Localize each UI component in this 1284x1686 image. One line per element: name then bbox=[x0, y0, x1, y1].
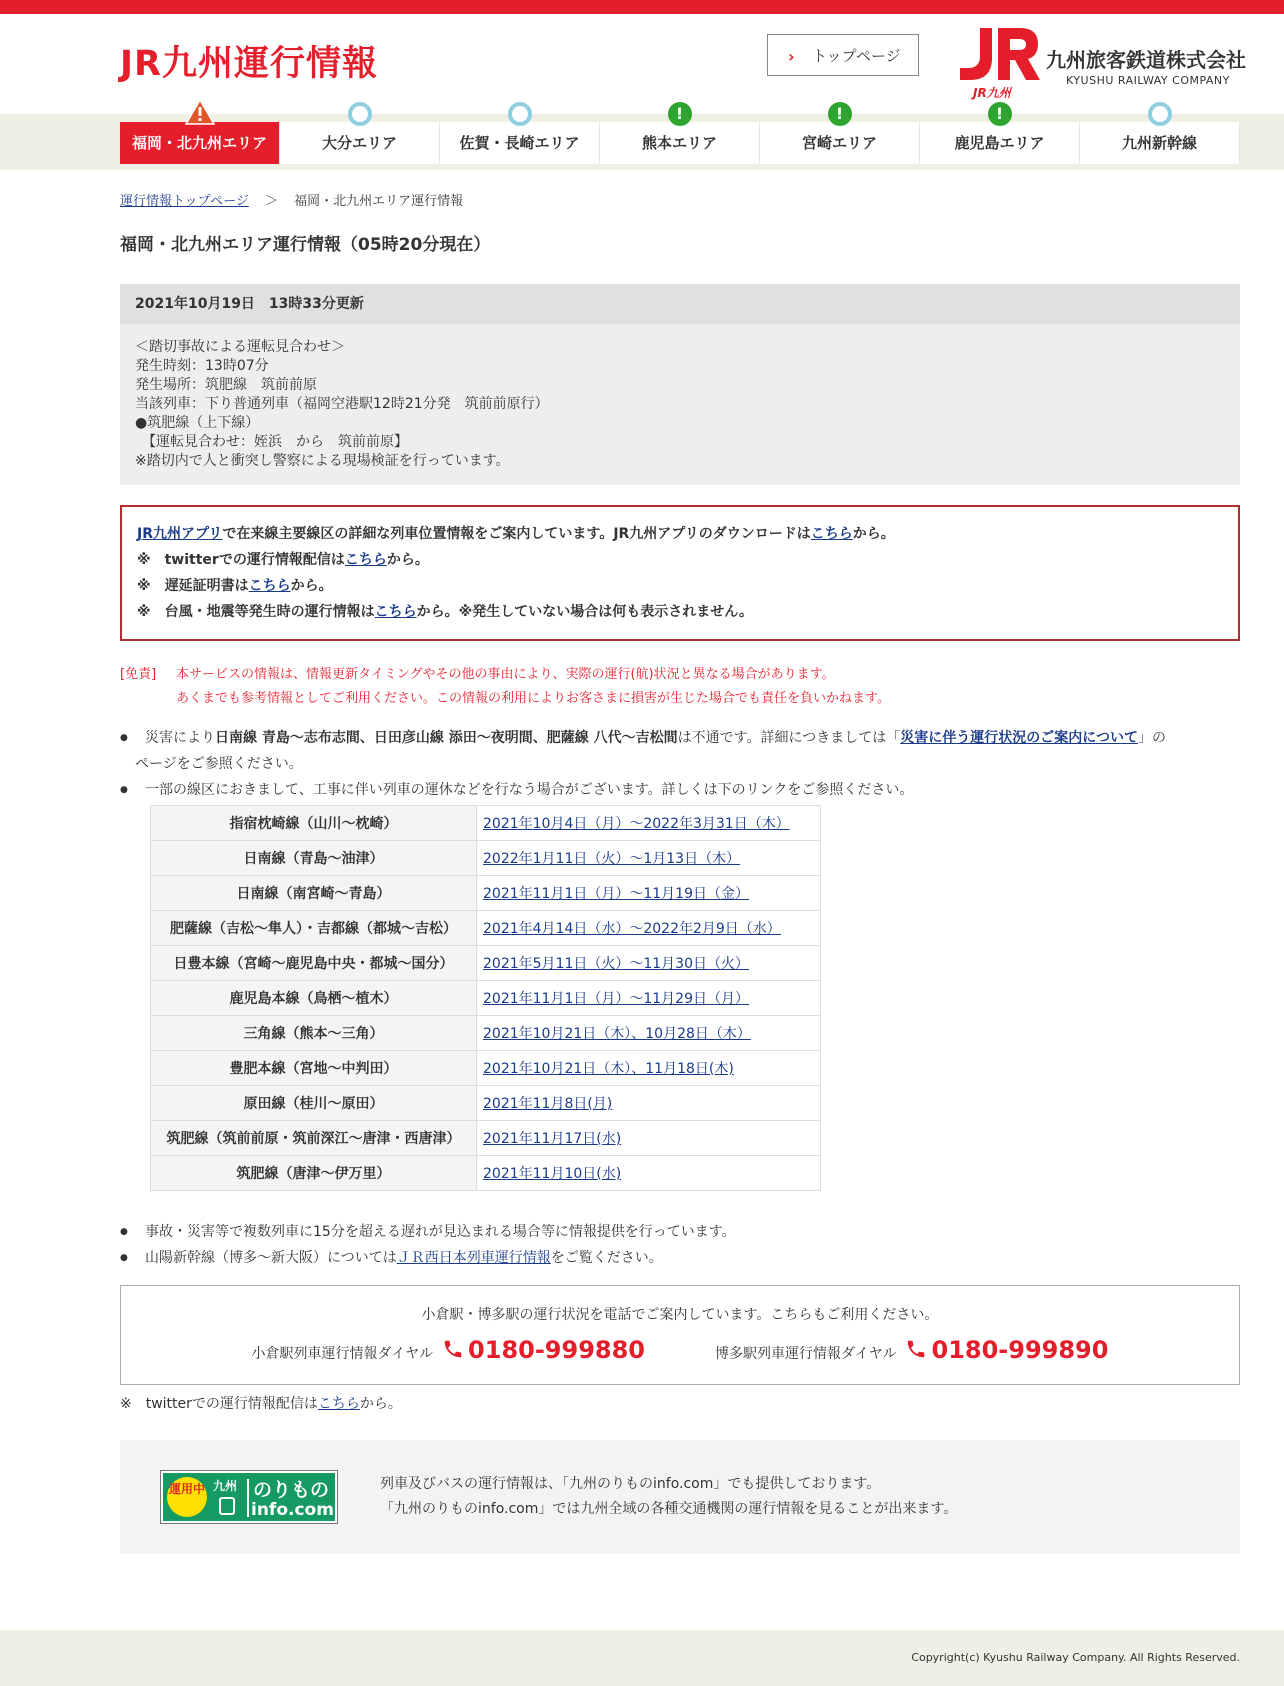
app-download-link[interactable]: こちら bbox=[810, 526, 853, 542]
line-name-cell: 原田線（桂川～原田） bbox=[151, 1086, 477, 1121]
nav-item-oita[interactable] bbox=[280, 122, 440, 164]
table-row bbox=[151, 876, 821, 911]
delay-certificate-link[interactable]: こちら bbox=[248, 578, 291, 594]
company-name-en: KYUSHU RAILWAY COMPANY bbox=[1066, 74, 1230, 87]
incident-details: ＜踏切事故による運転見合わせ＞ 発生時刻：13時07分 発生場所：筑肥線 筑前前原 当該列車：下り普通列車（福岡空港駅12時21分発 筑前前原行） ●筑肥線（上下線） 【運転見合わせ：姪浜 から 筑前前原】 ※踏切内で人と衝突し警察による現場検証を行っています。 bbox=[135, 339, 549, 469]
warning-icon bbox=[185, 98, 215, 126]
date-cell bbox=[477, 876, 821, 911]
disaster-info-link[interactable]: こちら bbox=[374, 604, 417, 620]
hakata-phone-number[interactable]: 0180-999890 bbox=[931, 1336, 1109, 1364]
norimono-text: 列車及びバスの運行情報は、「九州のりものinfo.com」でも提供しております。 「九州のりものinfo.com」では九州全域の各種交通機関の運行情報を見ることが出来ます。 bbox=[380, 1476, 958, 1517]
table-row bbox=[151, 946, 821, 981]
list-item: ● 山陽新幹線（博多～新大阪）についてはＪＲ西日本列車運行情報をご覧ください。 bbox=[120, 1245, 1240, 1271]
line-name-cell: 日南線（青島～油津） bbox=[151, 841, 477, 876]
table-row bbox=[151, 806, 821, 841]
twitter-link[interactable]: こちら bbox=[344, 552, 387, 568]
service-bullets bbox=[120, 725, 1240, 803]
disclaimer-line: 本サービスの情報は、情報更新タイミングやその他の事由により、実際の運行(航)状況と異なる場合があります。 bbox=[176, 667, 835, 682]
jr-kyushu-logo[interactable] bbox=[958, 24, 1246, 102]
service-bullets-2 bbox=[120, 1219, 1240, 1271]
phone-row bbox=[121, 1336, 1239, 1364]
copyright: Copyright(c) Kyushu Railway Company. All Rights Reserved. bbox=[911, 1651, 1240, 1664]
main-content bbox=[120, 190, 1240, 1554]
norimono-name: のりもの bbox=[253, 1479, 330, 1501]
normal-status-icon bbox=[348, 102, 372, 126]
twitter-link-2[interactable]: こちら bbox=[317, 1396, 360, 1412]
alert-icon: ! bbox=[668, 102, 692, 126]
notice-line-app: JR九州アプリで在来線主要線区の詳細な列車位置情報をご案内しています。JR九州アプリのダウンロードはこちらから。 bbox=[137, 526, 895, 542]
list-item: ● 災害により日南線 青島～志布志間、日田彦山線 添田～夜明間、肥薩線 八代～吉松間は不通です。詳細につきましては「災害に伴う運行状況のご案内について」の bbox=[120, 725, 1240, 751]
notice-line-twitter: ※ twitterでの運行情報配信はこちらから。 bbox=[137, 552, 429, 568]
nav-label: 大分エリア bbox=[321, 134, 397, 152]
norimono-kyushu: 九州 bbox=[213, 1479, 238, 1493]
toppage-label: トップページ bbox=[812, 46, 901, 65]
top-accent-bar bbox=[0, 0, 1284, 14]
phone-lead: 小倉駅・博多駅の運行状況を電話でご案内しています。こちらもご利用ください。 bbox=[421, 1307, 939, 1323]
app-notice-box bbox=[120, 505, 1240, 641]
nav-item-saga-nagasaki[interactable] bbox=[440, 122, 600, 164]
disclaimer-tag: [免責] bbox=[120, 667, 157, 682]
line-name-cell: 鹿児島本線（鳥栖～植木） bbox=[151, 981, 477, 1016]
nav-label: 福岡・北九州エリア bbox=[131, 134, 267, 152]
nav-item-miyazaki[interactable] bbox=[760, 104, 920, 164]
site-title[interactable]: JR九州運行情報 bbox=[120, 44, 378, 84]
norimono-banner[interactable] bbox=[160, 1470, 338, 1524]
disclaimer-line: あくまでも参考情報としてご利用ください。この情報の利用によりお客さまに損害が生じた場合でも責任を負いかねます。 bbox=[176, 691, 890, 706]
phone-info-box bbox=[120, 1285, 1240, 1385]
breadcrumb-home-link[interactable]: 運行情報トップページ bbox=[120, 194, 249, 209]
incident-info-box bbox=[120, 284, 1240, 485]
jr-app-link[interactable]: JR九州アプリ bbox=[137, 526, 223, 542]
schedule-date-link[interactable]: 2021年10月21日（木）、11月18日(木) bbox=[483, 1061, 734, 1077]
nav-item-kumamoto[interactable] bbox=[600, 104, 760, 164]
bus-icon bbox=[219, 1497, 235, 1515]
line-name-cell: 筑肥線（唐津～伊万里） bbox=[151, 1156, 477, 1191]
line-name-cell: 三角線（熊本～三角） bbox=[151, 1016, 477, 1051]
schedule-date-link[interactable]: 2021年11月1日（月）～11月19日（金） bbox=[483, 886, 749, 902]
table-row bbox=[151, 1016, 821, 1051]
line-name-cell: 豊肥本線（宮地～中判田） bbox=[151, 1051, 477, 1086]
construction-schedule-table bbox=[150, 805, 821, 1191]
kokura-dial: 小倉駅列車運行情報ダイヤル 0180-999880 bbox=[251, 1336, 645, 1364]
breadcrumb-current: 福岡・北九州エリア運行情報 bbox=[294, 194, 464, 209]
phone-icon bbox=[905, 1338, 927, 1360]
schedule-date-link[interactable]: 2021年4月14日（水）～2022年2月9日（水） bbox=[483, 921, 781, 937]
nav-label: 佐賀・長崎エリア bbox=[459, 134, 580, 152]
schedule-date-link[interactable]: 2021年11月8日(月) bbox=[483, 1096, 613, 1112]
site-footer bbox=[0, 1630, 1284, 1686]
line-name-cell: 肥薩線（吉松～隼人）・吉都線（都城～吉松） bbox=[151, 911, 477, 946]
table-row bbox=[151, 1086, 821, 1121]
date-cell bbox=[477, 911, 821, 946]
nav-label: 九州新幹線 bbox=[1121, 134, 1197, 152]
norimono-domain: info.com bbox=[251, 1500, 334, 1520]
date-cell bbox=[477, 946, 821, 981]
date-cell bbox=[477, 1016, 821, 1051]
toppage-button[interactable] bbox=[767, 34, 919, 76]
alert-icon: ! bbox=[828, 102, 852, 126]
kokura-phone-number[interactable]: 0180-999880 bbox=[468, 1336, 645, 1364]
table-row bbox=[151, 911, 821, 946]
nav-label: 鹿児島エリア bbox=[954, 134, 1045, 152]
line-name-cell: 日南線（南宮崎～青島） bbox=[151, 876, 477, 911]
normal-status-icon bbox=[508, 102, 532, 126]
nav-item-kagoshima[interactable] bbox=[920, 104, 1080, 164]
date-cell bbox=[477, 806, 821, 841]
jr-west-link[interactable]: ＪＲ西日本列車運行情報 bbox=[396, 1250, 551, 1266]
hakata-dial: 博多駅列車運行情報ダイヤル 0180-999890 bbox=[715, 1336, 1109, 1364]
list-item: ● 事故・災害等で複数列車に15分を超える遅れが見込まれる場合等に情報提供を行っています。 bbox=[120, 1219, 1240, 1245]
list-item-continuation: ページをご参照ください。 bbox=[135, 756, 303, 772]
schedule-date-link[interactable]: 2021年5月11日（火）～11月30日（火） bbox=[483, 956, 749, 972]
phone-icon bbox=[442, 1338, 464, 1360]
area-nav bbox=[120, 104, 1240, 164]
norimono-info-box bbox=[120, 1440, 1240, 1554]
disclaimer bbox=[120, 663, 1240, 711]
nav-item-fukuoka[interactable] bbox=[120, 122, 280, 164]
schedule-date-link[interactable]: 2022年1月11日（火）～1月13日（木） bbox=[483, 851, 741, 867]
norimono-badge: 運用中 bbox=[167, 1477, 207, 1517]
list-item: ● 一部の線区におきまして、工事に伴い列車の運休などを行なう場合がございます。詳しくは下のリンクをご参照ください。 bbox=[120, 777, 1240, 803]
incident-updated-time: 2021年10月19日 13時33分更新 bbox=[120, 284, 1240, 324]
nav-label: 熊本エリア bbox=[641, 134, 717, 152]
date-cell bbox=[477, 841, 821, 876]
company-name: 九州旅客鉄道株式会社 bbox=[1046, 48, 1246, 72]
notice-line-disaster: ※ 台風・地震等発生時の運行情報はこちらから。※発生していない場合は何も表示されません。 bbox=[137, 604, 754, 620]
line-name-cell: 筑肥線（筑前前原・筑前深江～唐津・西唐津） bbox=[151, 1121, 477, 1156]
table-row bbox=[151, 1051, 821, 1086]
table-row bbox=[151, 981, 821, 1016]
nav-item-shinkansen[interactable] bbox=[1080, 122, 1240, 164]
date-cell bbox=[477, 1121, 821, 1156]
date-cell bbox=[477, 981, 821, 1016]
line-name-cell: 日豊本線（宮崎～鹿児島中央・都城～国分） bbox=[151, 946, 477, 981]
logo-subtext: JR九州 bbox=[973, 86, 1011, 100]
date-cell bbox=[477, 1086, 821, 1121]
breadcrumb bbox=[120, 190, 1240, 210]
notice-line-delay-cert: ※ 遅延証明書はこちらから。 bbox=[137, 578, 333, 594]
schedule-date-link[interactable]: 2021年11月17日(水) bbox=[483, 1131, 622, 1147]
line-name-cell: 指宿枕崎線（山川～枕崎） bbox=[151, 806, 477, 841]
chevron-right-icon: › bbox=[788, 47, 795, 66]
disaster-operation-link[interactable]: 災害に伴う運行状況のご案内について bbox=[900, 730, 1138, 746]
page-title: 福岡・北九州エリア運行情報（05時20分現在） bbox=[120, 235, 491, 255]
table-row bbox=[151, 1156, 821, 1191]
date-cell bbox=[477, 1051, 821, 1086]
date-cell bbox=[477, 1156, 821, 1191]
nav-label: 宮崎エリア bbox=[801, 134, 877, 152]
schedule-date-link[interactable]: 2021年11月10日(水) bbox=[483, 1166, 622, 1182]
normal-status-icon bbox=[1148, 102, 1172, 126]
schedule-date-link[interactable]: 2021年10月21日（木）、10月28日（木） bbox=[483, 1026, 751, 1042]
alert-icon: ! bbox=[988, 102, 1012, 126]
table-row bbox=[151, 841, 821, 876]
breadcrumb-separator: ＞ bbox=[264, 194, 278, 209]
schedule-date-link[interactable]: 2021年11月1日（月）～11月29日（月） bbox=[483, 991, 749, 1007]
table-row bbox=[151, 1121, 821, 1156]
twitter-note: ※ twitterでの運行情報配信はこちらから。 bbox=[120, 1396, 402, 1412]
schedule-date-link[interactable]: 2021年10月4日（月）～2022年3月31日（木） bbox=[483, 816, 790, 832]
jr-logo-icon bbox=[958, 24, 1042, 86]
